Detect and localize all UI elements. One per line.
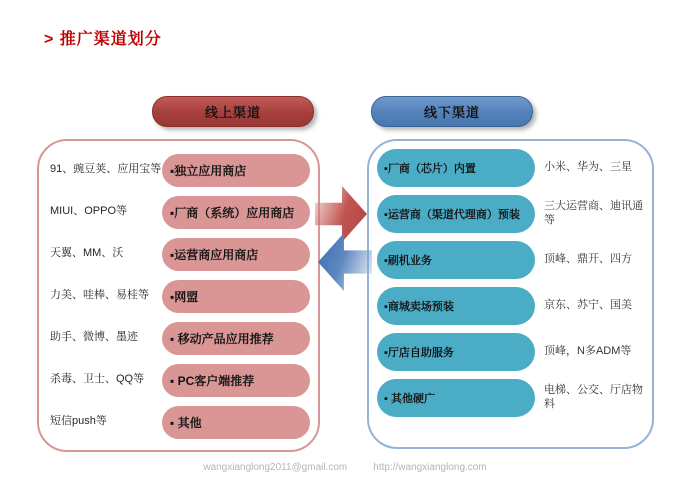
- offline-channels-header-pill: 线下渠道: [371, 96, 533, 127]
- offline-channels-panel: [367, 139, 654, 449]
- examples-label: 小米、华为、三星: [544, 161, 632, 174]
- channel-pill: ▪独立应用商店: [162, 154, 310, 187]
- examples-label: 力美、哇棒、易桂等: [50, 289, 149, 302]
- channel-pill: ▪ 其他硬广: [377, 379, 535, 417]
- channel-pill: ▪厅店自助服务: [377, 333, 535, 371]
- footer-url: http://wangxianglong.com: [373, 462, 487, 473]
- offline-row: [377, 237, 644, 283]
- offline-row: [377, 145, 644, 191]
- examples-label: 三大运营商、迪讯通等: [544, 200, 643, 226]
- offline-row: [377, 375, 644, 421]
- online-channels-panel: [37, 139, 320, 452]
- examples-label: MIUI、OPPO等: [50, 205, 128, 218]
- online-row: [50, 401, 310, 443]
- examples-label: 京东、苏宁、国美: [544, 299, 632, 312]
- online-channels-header-pill: 线上渠道: [152, 96, 314, 127]
- channel-pill: ▪网盟: [162, 280, 310, 313]
- online-row: [50, 275, 310, 317]
- online-row: [50, 233, 310, 275]
- footer-email: wangxianglong2011@gmail.com: [203, 462, 348, 473]
- channel-pill: ▪商城卖场预装: [377, 287, 535, 325]
- examples-label: 天翼、MM、沃: [50, 247, 124, 260]
- examples-label: 91、豌豆荚、应用宝等: [50, 163, 162, 176]
- channel-pill: ▪运营商（渠道代理商）预装: [377, 195, 535, 233]
- examples-label: 助手、微博、墨迹: [50, 331, 138, 344]
- arrow-right-icon: [315, 186, 367, 242]
- channel-pill: ▪ PC客户端推荐: [162, 364, 310, 397]
- examples-label: 顶峰，N多ADM等: [544, 345, 632, 358]
- examples-label: 杀毒、卫士、QQ等: [50, 373, 145, 386]
- page-title: > 推广渠道划分: [44, 31, 162, 48]
- channel-pill: ▪厂商（芯片）内置: [377, 149, 535, 187]
- online-row: [50, 149, 310, 191]
- offline-row: [377, 191, 644, 237]
- channel-pill: ▪运营商应用商店: [162, 238, 310, 271]
- examples-label: 电梯、公交、厅店物料: [544, 384, 643, 410]
- online-row: [50, 317, 310, 359]
- examples-label: 顶峰、鼎开、四方: [544, 253, 632, 266]
- offline-row: [377, 283, 644, 329]
- channel-pill: ▪刷机业务: [377, 241, 535, 279]
- offline-row: [377, 329, 644, 375]
- examples-label: 短信push等: [50, 415, 107, 428]
- online-row: [50, 359, 310, 401]
- channel-pill: ▪ 其他: [162, 406, 310, 439]
- footer: [0, 462, 690, 473]
- channel-pill: ▪厂商（系统）应用商店: [162, 196, 310, 229]
- online-row: [50, 191, 310, 233]
- channel-pill: ▪ 移动产品应用推荐: [162, 322, 310, 355]
- arrow-left-icon: [318, 233, 372, 291]
